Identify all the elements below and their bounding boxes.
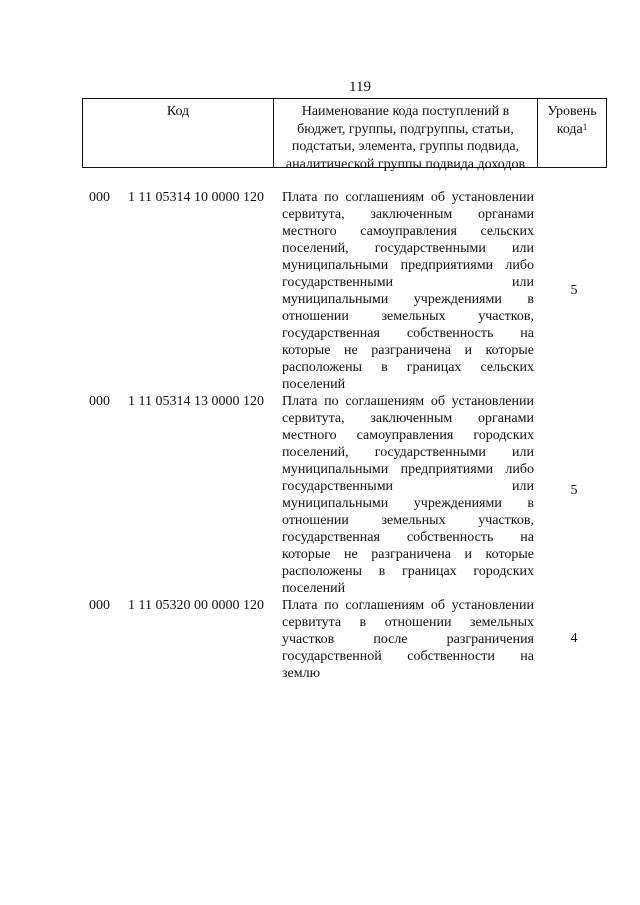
- name-line: отношении земельных участков,: [282, 309, 534, 324]
- revenue-name: [282, 189, 534, 393]
- table-row: [0, 393, 640, 597]
- name-line: муниципальными предприятиями либо: [282, 258, 534, 273]
- name-line: сервитута в отношении земельных: [282, 615, 534, 630]
- table-body: [0, 189, 640, 682]
- name-line: муниципальными предприятиями либо: [282, 462, 534, 477]
- name-line: государственная собственность на: [282, 326, 534, 341]
- header-level-label-2: [538, 121, 606, 139]
- name-line: государственная собственность на: [282, 530, 534, 545]
- name-line: участков после разграничения: [282, 632, 534, 647]
- footnote-marker: 1: [582, 121, 588, 132]
- name-line: Плата по соглашениям об установлении: [282, 190, 534, 205]
- header-name-column: [274, 99, 538, 172]
- revenue-name: [282, 393, 534, 597]
- table-header: [82, 98, 607, 172]
- table-row: [0, 189, 640, 393]
- code-level: 4: [570, 631, 578, 646]
- code-level: 5: [570, 483, 578, 498]
- admin-code: 000: [89, 190, 110, 205]
- name-line: поселений, государственными или: [282, 241, 534, 256]
- name-line: расположены в границах городских: [282, 564, 534, 579]
- name-line: поселений: [282, 581, 346, 596]
- name-line: землю: [282, 666, 321, 681]
- name-line: которые не разграничена и которые: [282, 547, 534, 562]
- name-line: муниципальными учреждениями в: [282, 496, 534, 511]
- header-name-line: бюджет, группы, подгруппы, статьи,: [297, 121, 514, 137]
- header-name-line: подстатьи, элемента, группы подвида,: [291, 139, 520, 154]
- name-line: сервитута, заключенным органами: [282, 411, 534, 426]
- name-line: поселений, государственными или: [282, 445, 534, 460]
- header-name-line: Наименование кода поступлений в: [301, 104, 510, 119]
- header-code-label: Код: [166, 104, 190, 119]
- code-level: 5: [570, 283, 578, 298]
- name-line: местного самоуправления городских: [282, 428, 534, 443]
- page-number: 119: [349, 79, 371, 95]
- name-line: государственной собственности на: [282, 649, 534, 664]
- revenue-code: 1 11 05314 10 0000 120: [128, 190, 264, 205]
- name-line: государственными или: [282, 479, 534, 494]
- revenue-name: [282, 597, 534, 682]
- name-line: сервитута, заключенным органами: [282, 207, 534, 222]
- name-line: поселений: [282, 377, 346, 392]
- name-line: местного самоуправления сельских: [282, 224, 534, 239]
- name-line: государственными или: [282, 275, 534, 290]
- name-line: расположены в границах сельских: [282, 360, 534, 375]
- header-level-label: Уровень: [547, 104, 597, 119]
- header-name-line: аналитической группы подвида доходов: [285, 156, 526, 172]
- name-line: отношении земельных участков,: [282, 513, 534, 528]
- table-row: [0, 597, 640, 682]
- name-line: которые не разграничена и которые: [282, 343, 534, 358]
- header-code-column: [83, 99, 274, 167]
- admin-code: 000: [89, 598, 110, 613]
- header-level-column: [538, 99, 606, 167]
- name-line: Плата по соглашениям об установлении: [282, 394, 534, 409]
- revenue-code: 1 11 05320 00 0000 120: [128, 598, 264, 613]
- header-level-word: кода: [556, 121, 583, 137]
- name-line: муниципальными учреждениями в: [282, 292, 534, 307]
- name-line: Плата по соглашениям об установлении: [282, 598, 534, 613]
- revenue-code: 1 11 05314 13 0000 120: [128, 394, 264, 409]
- admin-code: 000: [89, 394, 110, 409]
